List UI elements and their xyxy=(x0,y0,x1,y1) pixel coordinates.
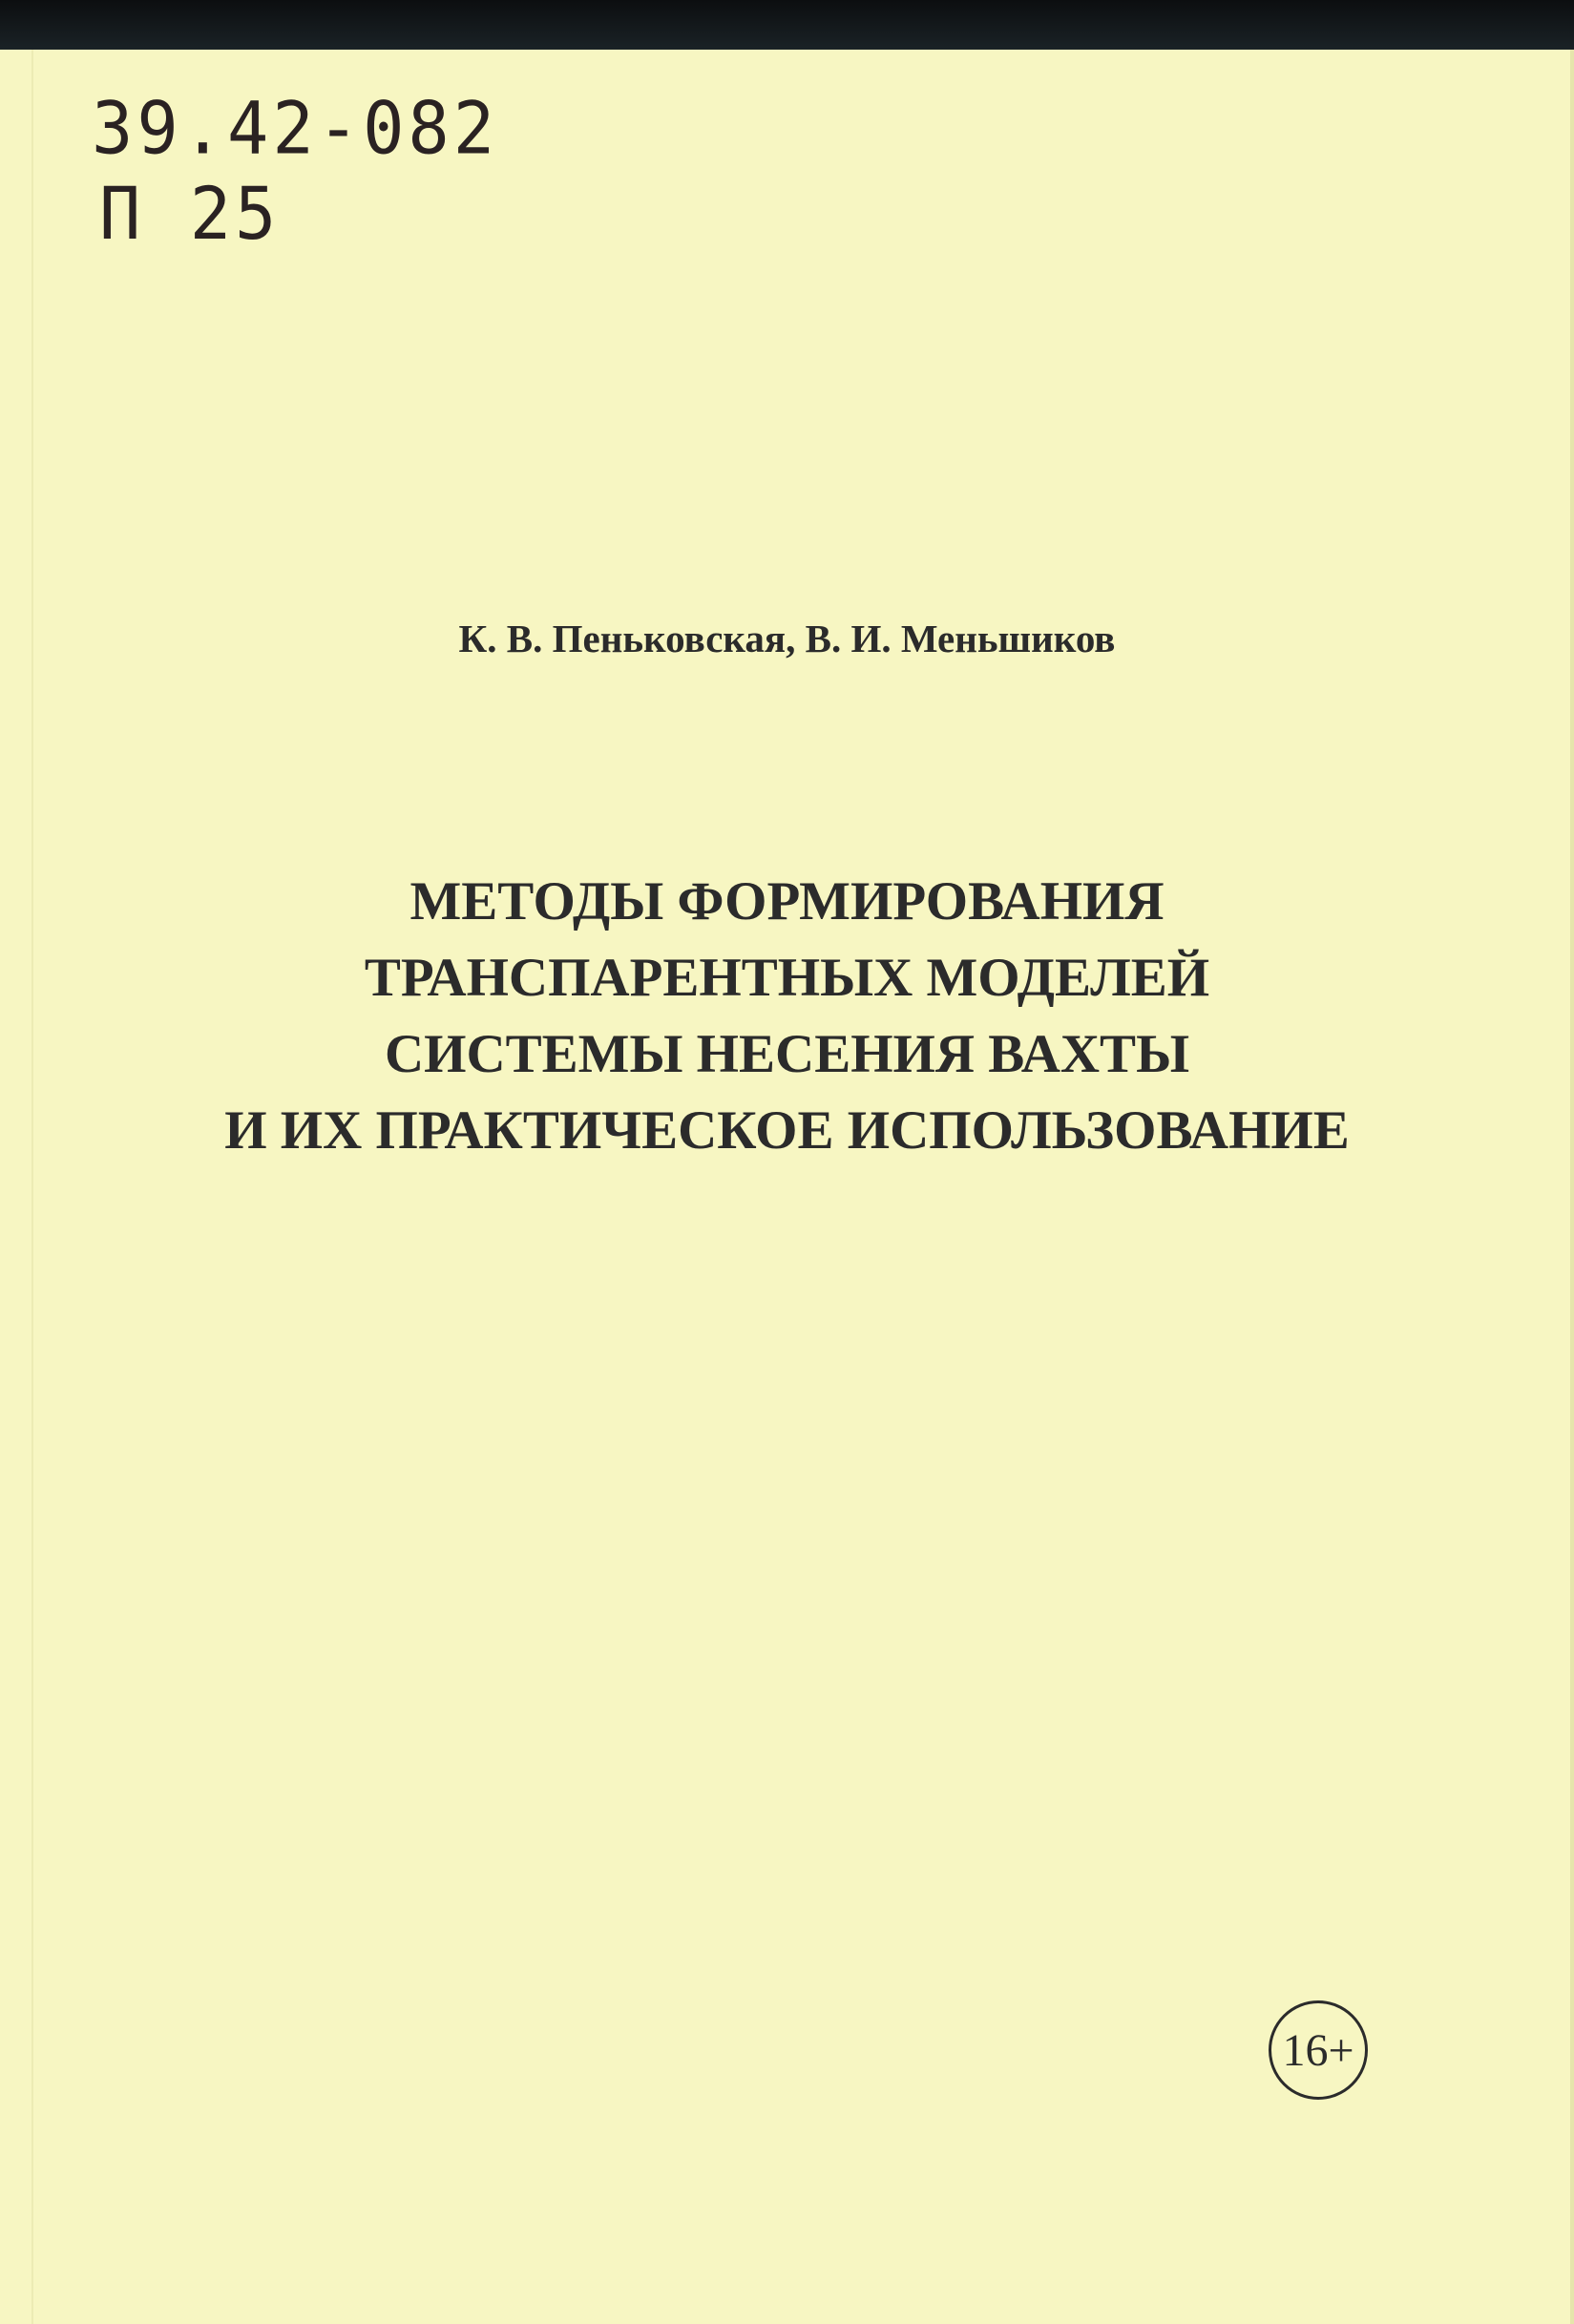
title-line: СИСТЕМЫ НЕСЕНИЯ ВАХТЫ xyxy=(384,1024,1190,1084)
authors: К. В. Пеньковская, В. И. Меньшиков xyxy=(458,617,1116,660)
book-cover xyxy=(0,50,1574,2324)
title-line: ТРАНСПАРЕНТНЫХ МОДЕЛЕЙ xyxy=(364,948,1210,1008)
title-line: МЕТОДЫ ФОРМИРОВАНИЯ xyxy=(409,871,1165,932)
scanner-background xyxy=(0,0,1574,50)
cover-fold-line xyxy=(31,50,33,2324)
book-title xyxy=(0,864,1574,1169)
age-rating-badge xyxy=(1269,2000,1368,2100)
title-line: И ИХ ПРАКТИЧЕСКОЕ ИСПОЛЬЗОВАНИЕ xyxy=(224,1100,1350,1161)
cover-edge xyxy=(1570,50,1574,2324)
shelf-mark-author-code: П 25 xyxy=(99,171,281,257)
age-rating-text: 16+ xyxy=(1282,2024,1354,2076)
shelf-mark-classification: 39.42-082 xyxy=(92,85,499,171)
